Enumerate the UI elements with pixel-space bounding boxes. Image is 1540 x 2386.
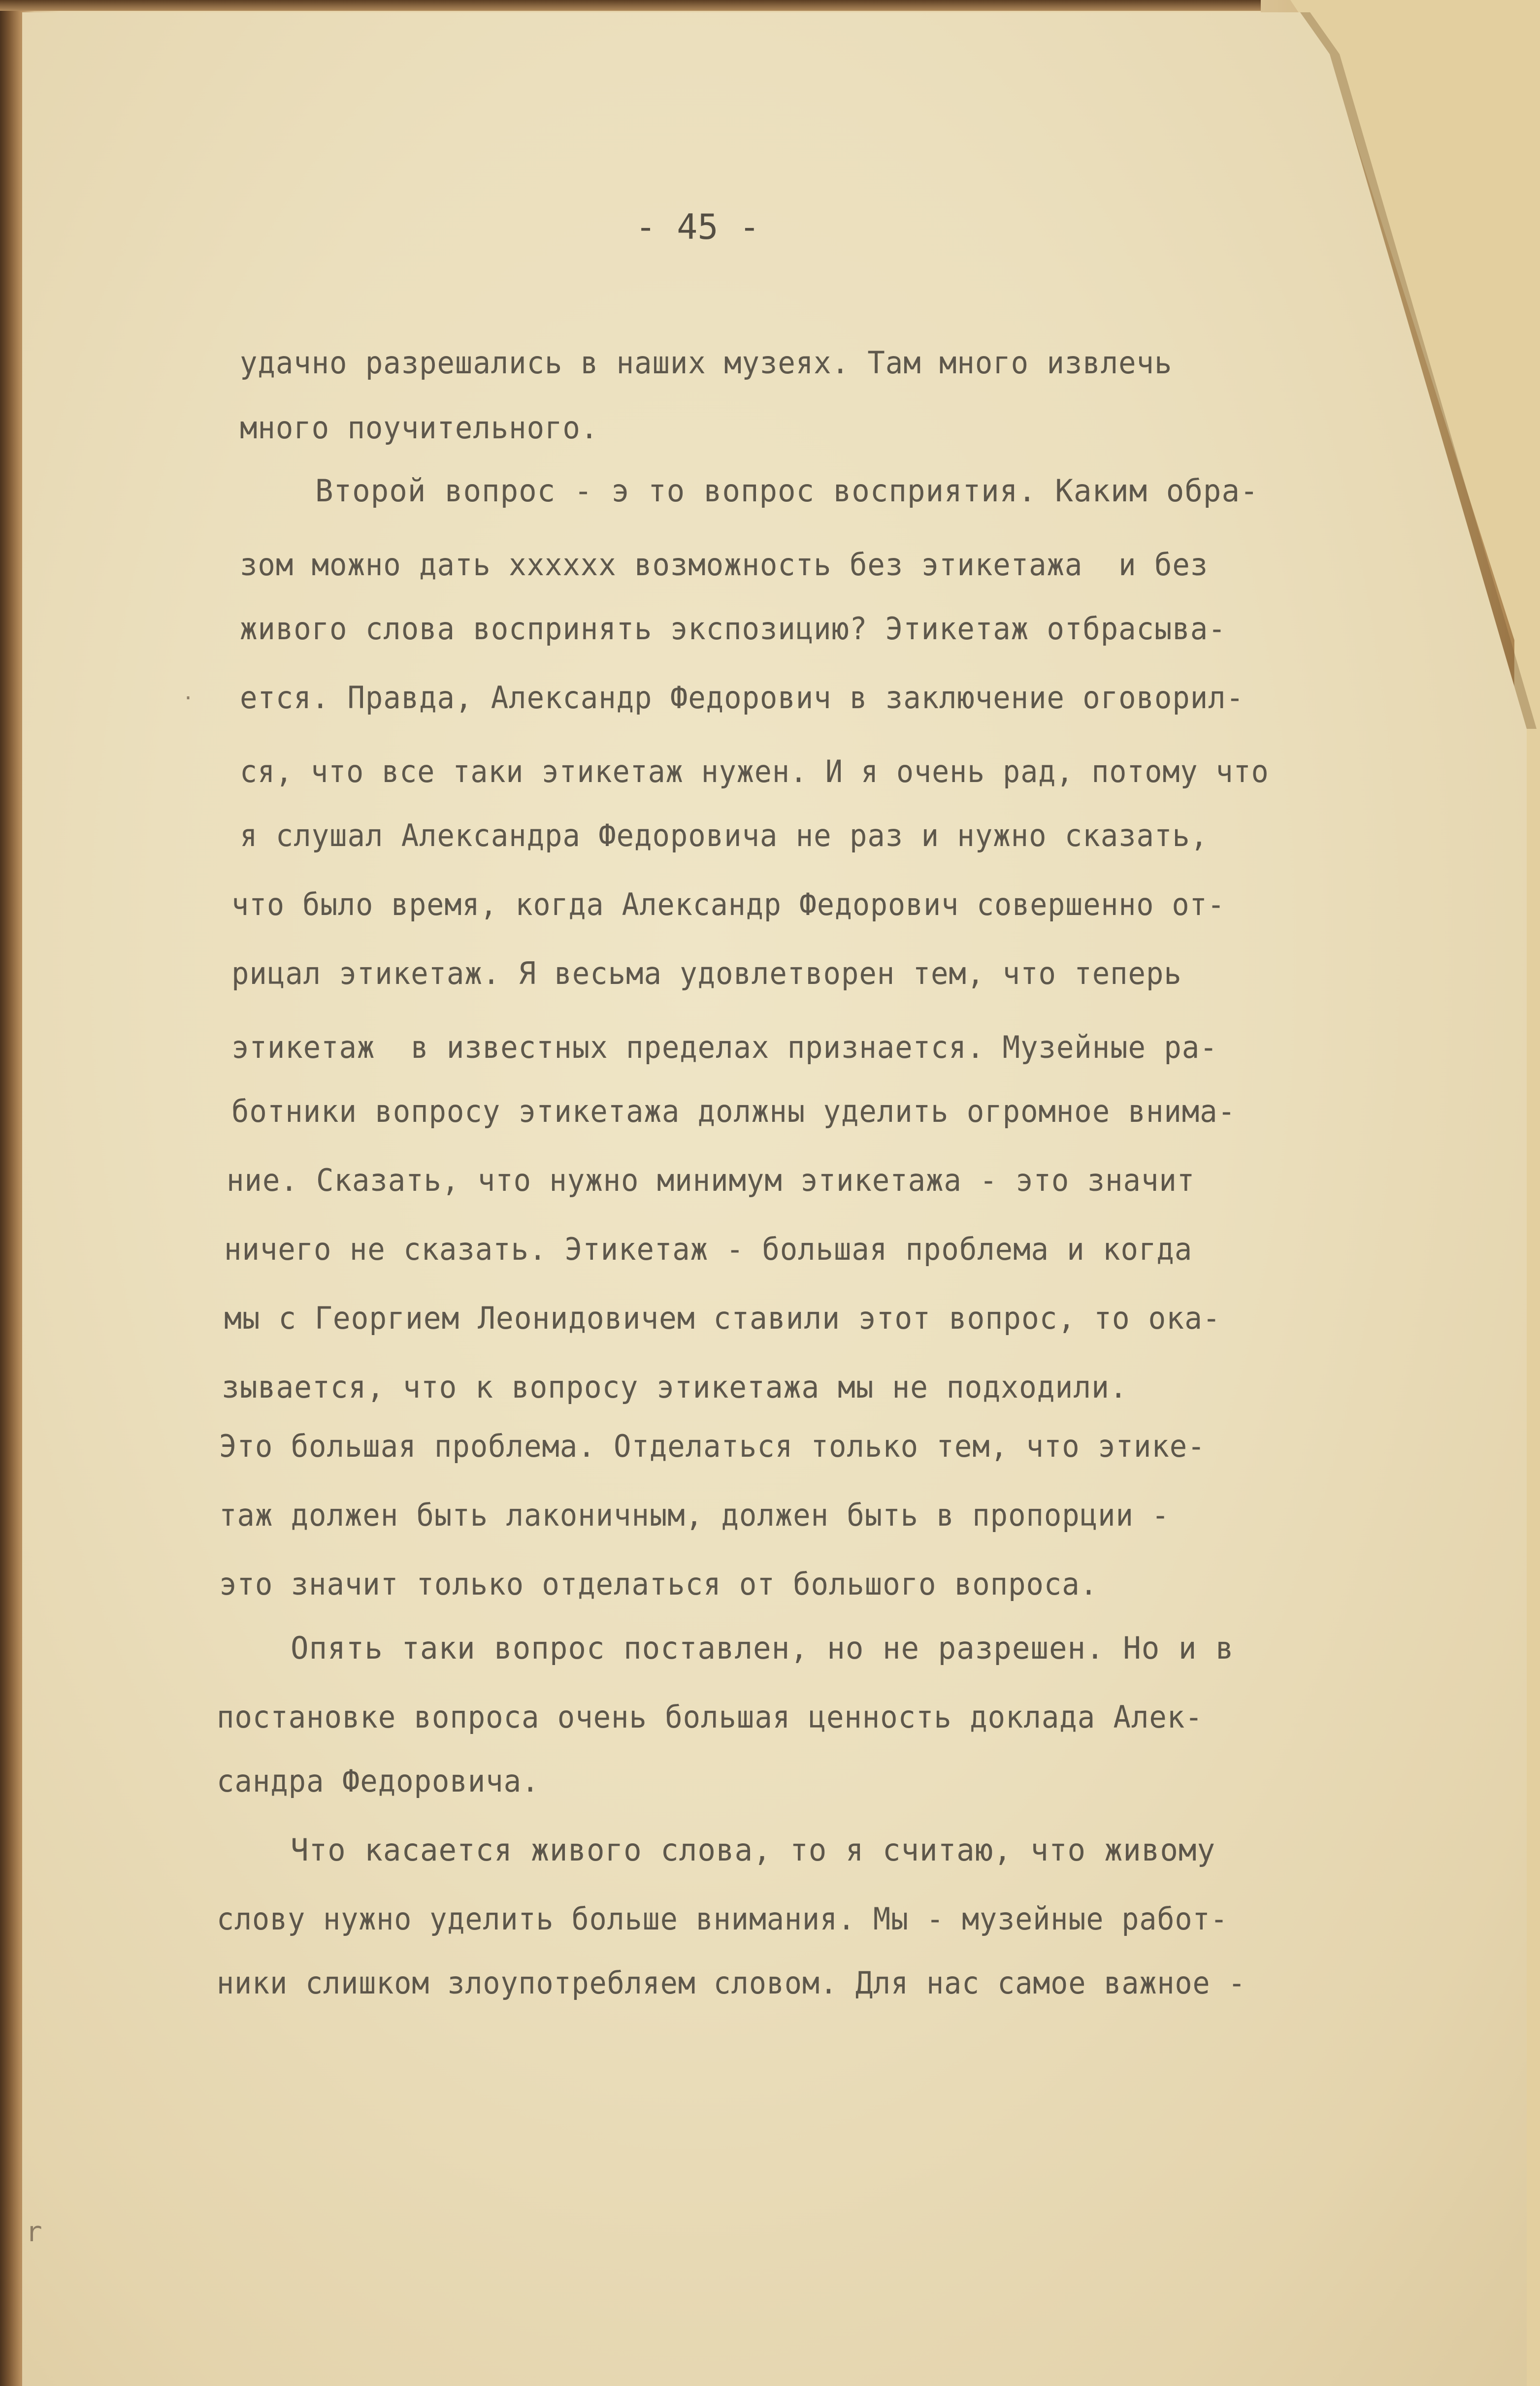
page-number: - 45 - bbox=[635, 207, 760, 247]
text-line-5: живого слова воспринять экспозицию? Этикетаж отбрасыва- bbox=[240, 611, 1226, 647]
text-line-11: этикетаж в известных пределах признается. Музейные ра- bbox=[231, 1029, 1218, 1065]
text-line-16: зывается, что к вопросу этикетажа мы не подходили. bbox=[222, 1369, 1128, 1405]
text-line-13: ние. Сказать, что нужно минимум этикетажа - это значит bbox=[227, 1162, 1195, 1198]
text-line-19: это значит только отделаться от большого вопроса. bbox=[219, 1566, 1098, 1602]
text-line-1: удачно разрешались в наших музеях. Там много извлечь bbox=[240, 345, 1173, 381]
text-line-10: рицал этикетаж. Я весьма удовлетворен тем, что теперь bbox=[231, 955, 1182, 991]
text-line-6: ется. Правда, Александр Федорович в заключение оговорил- bbox=[240, 680, 1245, 716]
text-line-7: ся, что все таки этикетаж нужен. И я очень рад, потому что bbox=[240, 753, 1269, 789]
text-line-3: Второй вопрос - э то вопрос восприятия. Каким обра- bbox=[315, 473, 1259, 509]
text-line-12: ботники вопросу этикетажа должны уделить огромное внима- bbox=[231, 1093, 1236, 1129]
text-line-24: слову нужно уделить больше внимания. Мы - музейные работ- bbox=[217, 1901, 1228, 1937]
text-line-21: постановке вопроса очень большая ценность доклада Алек- bbox=[217, 1699, 1203, 1735]
text-line-4: зом можно дать xxxxxx возможность без этикетажа и без bbox=[240, 547, 1209, 583]
text-line-8: я слушал Александра Федоровича не раз и нужно сказать, bbox=[240, 817, 1209, 853]
text-line-14: ничего не сказать. Этикетаж - большая проблема и когда bbox=[224, 1231, 1193, 1267]
margin-mark: r bbox=[26, 2216, 42, 2248]
text-line-9: что было время, когда Александр Федорович совершенно от- bbox=[231, 886, 1225, 922]
text-line-22: сандра Федоровича. bbox=[217, 1763, 540, 1799]
text-line-18: таж должен быть лаконичным, должен быть в пропорции - bbox=[219, 1497, 1170, 1533]
text-line-25: ники слишком злоупотребляем словом. Для нас самое важное - bbox=[217, 1965, 1246, 2001]
text-line-15: мы с Георгием Леонидовичем ставили этот вопрос, то ока- bbox=[224, 1300, 1221, 1336]
text-line-17: Это большая проблема. Отделаться только тем, что этике- bbox=[219, 1428, 1206, 1464]
text-line-20: Опять таки вопрос поставлен, но не разрешен. Но и в bbox=[291, 1630, 1234, 1666]
text-line-23: Что касается живого слова, то я считаю, что живому bbox=[291, 1832, 1216, 1868]
text-line-2: много поучительного. bbox=[240, 410, 599, 446]
margin-mark: · bbox=[182, 687, 195, 710]
